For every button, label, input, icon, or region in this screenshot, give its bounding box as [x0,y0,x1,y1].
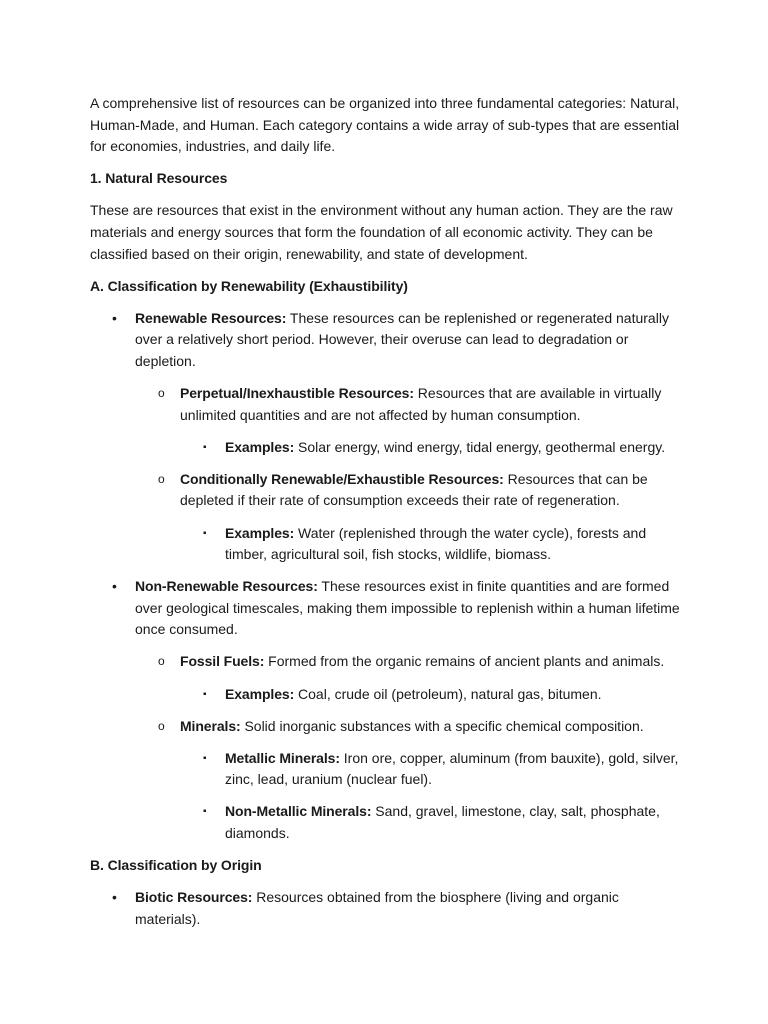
minerals-text: Solid inorganic substances with a specific chemical composition. [240,717,644,734]
conditional-label: Conditionally Renewable/Exhaustible Resources: [180,470,504,487]
perpetual-text: Resources that are available in virtually unlimited quantities and are not affected by human consumption. [180,385,662,423]
circle-marker: o [158,386,165,401]
biotic-text: Resources obtained from the biosphere (living and organic materials). [135,889,619,927]
list-item-conditional-resources [158,469,680,512]
renewable-label: Renewable Resources: [135,309,287,326]
list-item-nonrenewable-resources [112,576,680,641]
circle-marker: o [158,718,165,733]
natural-resources-paragraph: These are resources that exist in the environment without any human action. They are the raw materials and energy sources that form the foundation of all economic activity. They can be classified based on their origin, renewability, and state of development. [90,202,673,262]
perpetual-examples-label: Examples: [225,438,295,455]
list-item-perpetual-resources [158,383,680,426]
fossil-text: Formed from the organic remains of ancient plants and animals. [264,653,665,670]
list-item-biotic-resources [112,887,680,930]
conditional-text: Resources that can be depleted if their rate of consumption exceeds their rate of regeneration. [180,470,648,509]
renewable-text: These resources can be replenished or regenerated naturally over a relatively short period. However, their overuse can lead to degradation or depletion. [135,309,669,369]
nonrenewable-text: These resources exist in finite quantities and are formed over geological timescales, making them impossible to replenish within a human lifetime once consumed. [135,578,680,638]
list-item-conditional-examples [203,523,680,566]
square-marker: ▪ [203,752,207,764]
circle-marker: o [158,471,165,486]
nonrenewable-label: Non-Renewable Resources: [135,578,318,595]
intro-paragraph: A comprehensive list of resources can be organized into three fundamental categories: Natural, Human-Made, and Human. Each category contains a wide array of sub-types that are essential for economies, industries, and daily life. [90,95,680,155]
list-item-fossil-examples [203,684,680,706]
biotic-label: Biotic Resources: [135,889,253,906]
fossil-examples-text: Coal, crude oil (petroleum), natural gas, bitumen. [294,685,602,702]
list-item-minerals [158,716,680,738]
subsection-heading-origin: B. Classification by Origin [90,857,262,874]
perpetual-examples-text: Solar energy, wind energy, tidal energy, geothermal energy. [294,438,666,455]
metallic-text: Iron ore, copper, aluminum (from bauxite), gold, silver, zinc, lead, uranium (nuclear fuel). [225,749,679,788]
section-heading-natural-resources: 1. Natural Resources [90,170,228,187]
square-marker: ▪ [203,806,207,818]
nonmetallic-label: Non-Metallic Minerals: [225,803,372,820]
list-item-renewable-resources [112,308,680,373]
list-item-fossil-fuels [158,651,680,673]
circle-marker: o [158,654,165,669]
nonmetallic-text: Sand, gravel, limestone, clay, salt, phosphate, diamonds. [225,803,660,842]
bullet-marker: • [112,309,117,326]
bullet-marker: • [112,889,117,906]
square-marker: ▪ [203,527,207,539]
fossil-label: Fossil Fuels: [180,653,265,670]
metallic-label: Metallic Minerals: [225,749,340,766]
square-marker: ▪ [203,688,207,700]
square-marker: ▪ [203,441,207,453]
fossil-examples-label: Examples: [225,685,295,702]
list-item-nonmetallic-minerals [203,801,680,844]
conditional-examples-text: Water (replenished through the water cycle), forests and timber, agricultural soil, fish stocks, wildlife, biomass. [225,524,647,563]
list-item-perpetual-examples [203,437,680,459]
perpetual-label: Perpetual/Inexhaustible Resources: [180,385,414,402]
subsection-heading-renewability: A. Classification by Renewability (Exhaustibility) [90,277,408,294]
conditional-examples-label: Examples: [225,524,295,541]
list-item-metallic-minerals [203,748,680,791]
minerals-label: Minerals: [180,717,241,734]
bullet-marker: • [112,578,117,595]
